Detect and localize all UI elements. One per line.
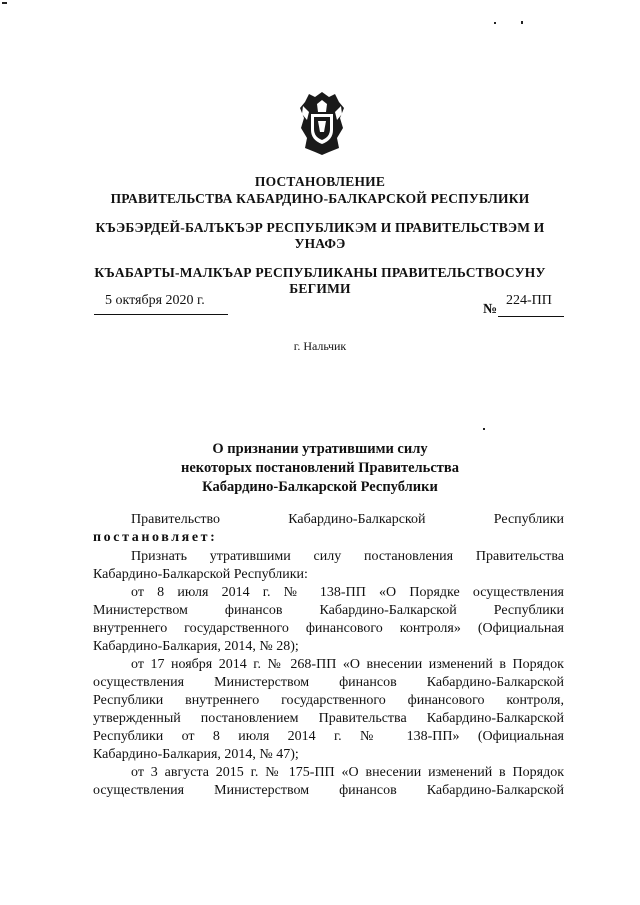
intro-line xyxy=(131,512,564,528)
number-label: № xyxy=(483,302,498,317)
body-line: Кабардино-Балкарской Республики: xyxy=(93,567,308,582)
date-field xyxy=(94,290,228,315)
body-line: внутреннего государственного финансового контроля» (Официальная xyxy=(93,621,564,636)
intro-word-2: Кабардино-Балкарской xyxy=(288,512,426,527)
intro-word-1: Правительство xyxy=(131,512,220,527)
body-line: Республики внутреннего государственного финансового контроля, xyxy=(93,693,564,708)
scan-mark xyxy=(2,2,7,4)
body-line: осуществления Министерством финансов Кабардино-Балкарской xyxy=(93,675,564,690)
scan-mark xyxy=(521,21,523,24)
scan-mark xyxy=(494,22,496,24)
body-line: от 17 ноября 2014 г. № 268-ПП «О внесении изменений в Порядок xyxy=(131,657,564,672)
coat-of-arms-icon xyxy=(299,88,345,156)
scan-mark xyxy=(483,428,485,430)
body-line: Кабардино-Балкария, 2014, № 28); xyxy=(93,639,299,654)
body-line: Признать утратившими силу постановления Правительства xyxy=(131,549,564,564)
body-line: Республики от 8 июля 2014 г. № 138-ПП» (Официальная xyxy=(93,729,564,744)
doc-title-line3: Кабардино-Балкарской Республики xyxy=(202,479,438,495)
number-field xyxy=(498,290,564,317)
decree-word: постановляет: xyxy=(93,530,218,545)
government-name-kbd-line1: КЪЭБЭРДЕЙ-БАЛЪКЪЭР РЕСПУБЛИКЭМ И ПРАВИТЕЛЬСТВЭМ И xyxy=(95,220,545,235)
government-name-krc-line1: КЪАБАРТЫ-МАЛКЪАР РЕСПУБЛИКАНЫ ПРАВИТЕЛЬСТВОСУНУ xyxy=(94,265,546,280)
body-line: от 3 августа 2015 г. № 175-ПП «О внесении изменений в Порядок xyxy=(131,765,564,780)
body-line: от 8 июля 2014 г. № 138-ПП «О Порядке осуществления xyxy=(131,585,564,600)
government-name-kbd-line2: УНАФЭ xyxy=(294,236,346,251)
doc-title-line2: некоторых постановлений Правительства xyxy=(181,460,459,476)
city: г. Нальчик xyxy=(293,339,347,353)
body-line: осуществления Министерством финансов Кабардино-Балкарской xyxy=(93,783,564,798)
document-date: 5 октября 2020 г. xyxy=(105,293,205,308)
government-name-krc-line2: БЕГИМИ xyxy=(289,281,351,296)
doc-title-line1: О признании утратившими силу xyxy=(212,441,428,457)
body-line: Министерством финансов Кабардино-Балкарской Республики xyxy=(93,603,564,618)
intro-word-3: Республики xyxy=(493,512,565,527)
body-line: Кабардино-Балкария, 2014, № 47); xyxy=(93,747,299,762)
government-name-ru: ПРАВИТЕЛЬСТВА КАБАРДИНО-БАЛКАРСКОЙ РЕСПУБЛИКИ xyxy=(110,191,530,206)
body-line: утвержденный постановлением Правительства Кабардино-Балкарской xyxy=(93,711,564,726)
document-type-title: ПОСТАНОВЛЕНИЕ xyxy=(254,174,386,189)
document-number: 224-ПП xyxy=(506,293,552,308)
